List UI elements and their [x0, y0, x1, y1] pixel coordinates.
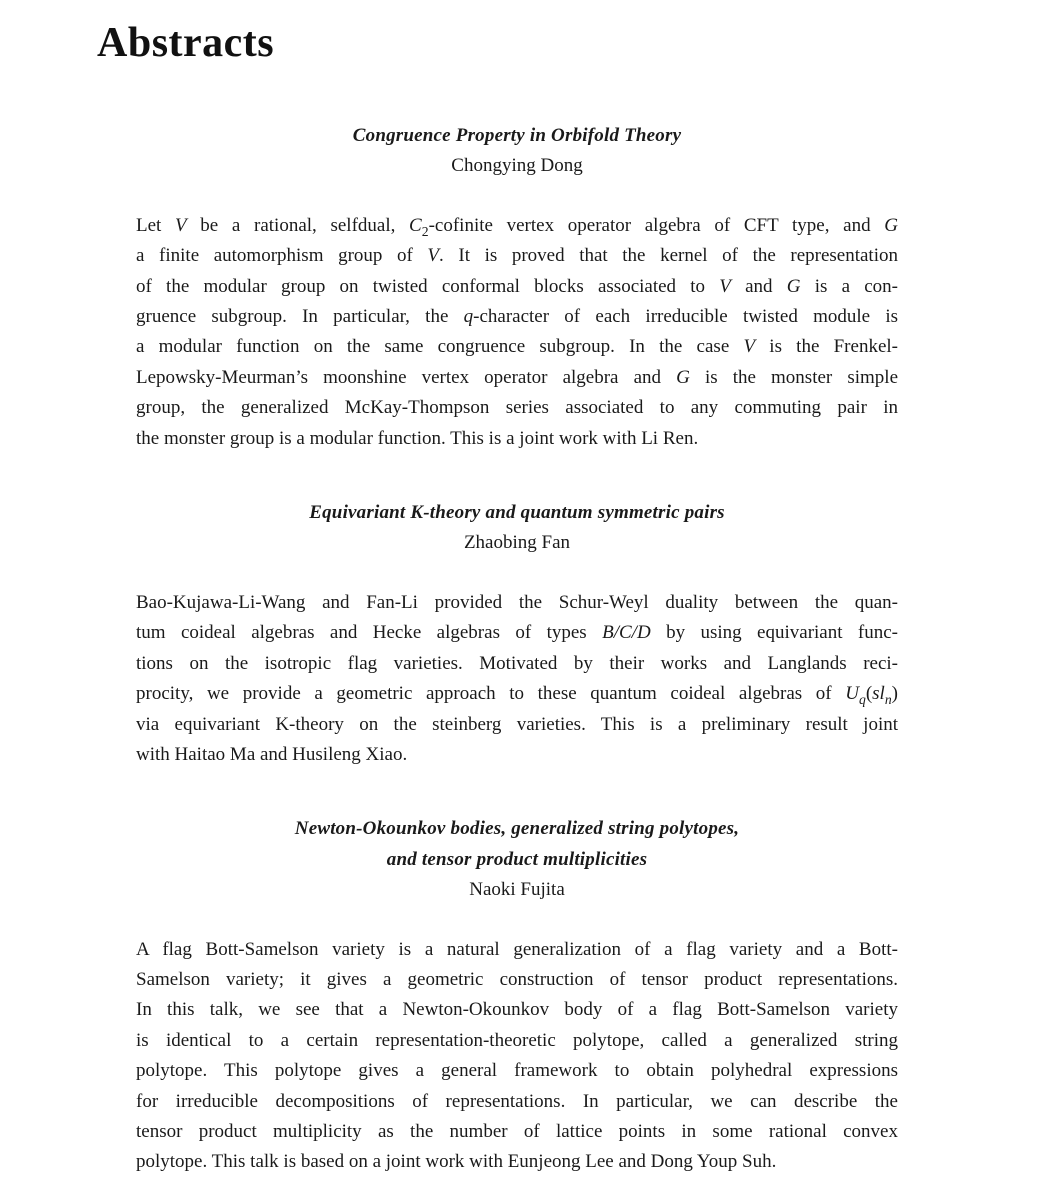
- abstract-body-line: the monster group is a modular function. This is a joint work with Li Ren.: [136, 427, 699, 449]
- abstract-body-line: Bao-Kujawa-Li-Wang and Fan-Li provided the Schur-Weyl duality between the quan-: [136, 591, 898, 613]
- abstract-body-line: gruence subgroup. In particular, the q-character of each irreducible twisted module is: [136, 306, 898, 328]
- page-title: Abstracts: [97, 20, 275, 66]
- abstract-body-line: is identical to a certain representation-theoretic polytope, called a generalized string: [136, 1029, 898, 1051]
- abstract-body-line: a modular function on the same congruence subgroup. In the case V is the Frenkel-: [136, 336, 898, 358]
- abstract-title-2: [136, 498, 898, 528]
- abstract-body-line: polytope. This talk is based on a joint work with Eunjeong Lee and Dong Youp Suh.: [136, 1151, 777, 1173]
- abstract-section-3: [136, 814, 898, 1177]
- abstract-title-line: and tensor product multiplicities: [386, 848, 648, 870]
- abstract-body-line: group, the generalized McKay-Thompson series associated to any commuting pair in: [136, 397, 898, 419]
- abstract-title-line: Newton-Okounkov bodies, generalized string polytopes,: [294, 818, 740, 840]
- abstracts-content: [136, 121, 898, 1178]
- abstract-body-line: polytope. This polytope gives a general framework to obtain polyhedral expressions: [136, 1060, 898, 1082]
- abstract-body-line: for irreducible decompositions of representations. In particular, we can describe the: [136, 1090, 898, 1112]
- abstract-body-line: with Haitao Ma and Husileng Xiao.: [136, 743, 408, 765]
- abstract-body-1: [136, 211, 898, 454]
- abstract-body-line: a finite automorphism group of V. It is proved that the kernel of the representation: [136, 245, 898, 267]
- abstract-body-line: of the modular group on twisted conformal blocks associated to V and G is a con-: [136, 275, 898, 297]
- abstract-body-2: [136, 588, 898, 770]
- abstract-title-3: [136, 814, 898, 875]
- abstract-section-2: [136, 498, 898, 770]
- abstract-body-line: via equivariant K-theory on the steinberg varieties. This is a preliminary result joint: [136, 713, 898, 735]
- abstract-body-line: Samelson variety; it gives a geometric construction of tensor product representations.: [136, 968, 898, 990]
- abstract-author-3: Naoki Fujita: [469, 879, 565, 901]
- abstract-body-line: Let V be a rational, selfdual, $C_2$-cofinite vertex operator algebra of CFT type, and G: [136, 214, 898, 239]
- abstract-section-1: [136, 121, 898, 454]
- abstract-body-line: In this talk, we see that a Newton-Okounkov body of a flag Bott-Samelson variety: [136, 999, 898, 1021]
- abstract-body-line: tensor product multiplicity as the number of lattice points in some rational convex: [136, 1120, 898, 1142]
- abstract-body-line: Lepowsky-Meurman’s moonshine vertex operator algebra and G is the monster simple: [136, 366, 898, 388]
- abstract-body-line: tions on the isotropic flag varieties. Motivated by their works and Langlands reci-: [136, 652, 898, 674]
- abstract-body-line: tum coideal algebras and Hecke algebras of types B/C/D by using equivariant func-: [136, 622, 898, 644]
- abstract-body-line: A flag Bott-Samelson variety is a natural generalization of a flag variety and a Bott-: [136, 938, 898, 960]
- abstract-body-line: procity, we provide a geometric approach to these quantum coideal algebras of $U_q(sl_n)$: [136, 683, 898, 707]
- abstract-title-line: Equivariant K-theory and quantum symmetric pairs: [309, 502, 725, 524]
- abstract-author-2: Zhaobing Fan: [463, 532, 571, 554]
- abstract-title-line: Congruence Property in Orbifold Theory: [352, 125, 682, 146]
- abstract-title-1: [136, 121, 898, 151]
- abstract-author-1: Chongying Dong: [451, 155, 583, 177]
- abstract-body-3: [136, 935, 898, 1178]
